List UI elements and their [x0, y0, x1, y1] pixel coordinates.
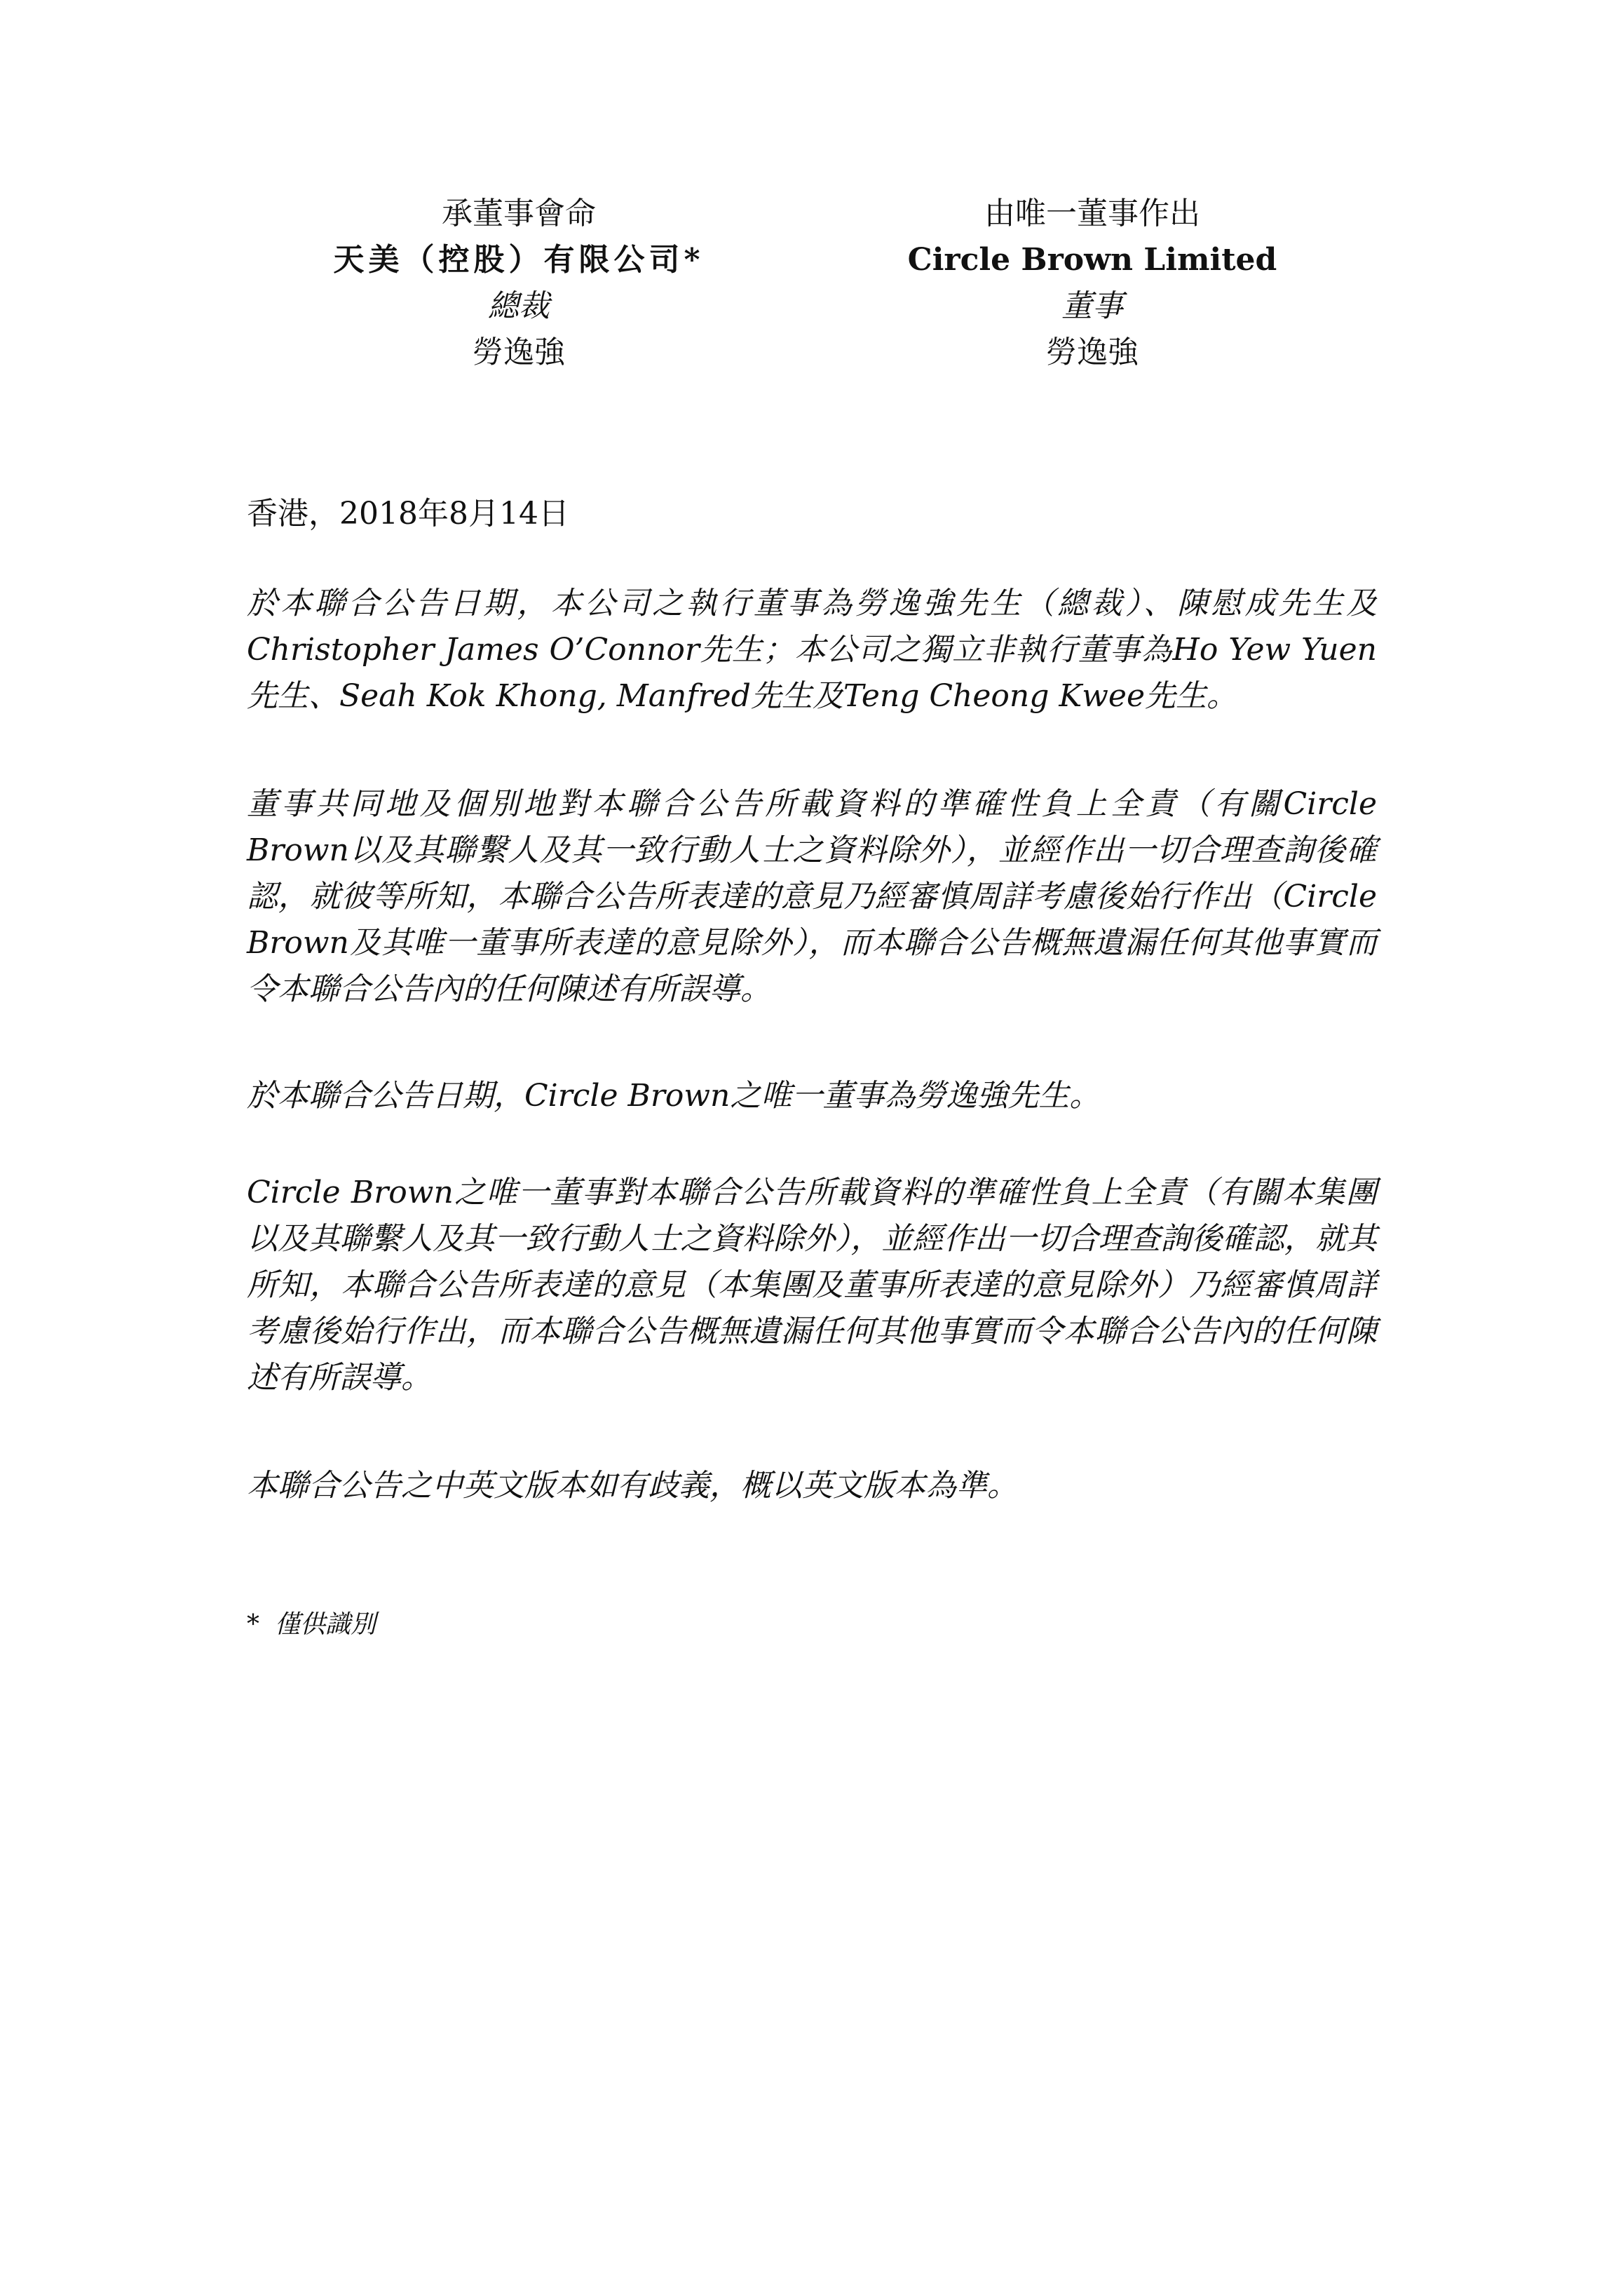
by-order-of-board: 承董事會命: [442, 196, 596, 231]
directors-responsibility-paragraph: 董事共同地及個別地對本聯合公告所載資料的準確性負上全責（有關Circle Brown以及其聯繫人及其一致行動人士之資料除外），並經作出一切合理查詢後確認，就彼等所知，本聯合公告所表達的意見乃經審慎周詳考慮後始行作出（Circle Brown及其唯一董事所表達的意見除外），而本聯合公告概無遺漏任何其他事實而令本聯合公告內的任何陳述有所誤導。: [247, 786, 1377, 1007]
footnote-mark: *: [247, 1610, 259, 1639]
footnote-text: 僅供識別: [275, 1610, 376, 1639]
by-sole-director: 由唯一董事作出: [984, 196, 1200, 231]
offeror-signatory-name: 勞逸強: [1046, 335, 1139, 370]
offeror-responsibility-paragraph: Circle Brown之唯一董事對本聯合公告所載資料的準確性負上全責（有關本集團以及其聯繫人及其一致行動人士之資料除外），並經作出一切合理查詢後確認，就其所知，本聯合公告所表達的意見（本集團及董事所表達的意見除外）乃經審慎周詳考慮後始行作出，而本聯合公告概無遺漏任何其他事實而令本聯合公告內的任何陳述有所誤導。: [247, 1175, 1377, 1396]
language-precedence-paragraph: 本聯合公告之中英文版本如有歧義，概以英文版本為準。: [247, 1468, 1018, 1504]
offeror-signature-block: [826, 191, 1359, 376]
place-and-date: 香港，2018年8月14日: [247, 496, 569, 532]
signatory-name: 勞逸強: [473, 335, 565, 370]
board-composition-paragraph: 於本聯合公告日期，本公司之執行董事為勞逸強先生（總裁）、陳慰成先生及Christopher James O’Connor先生；本公司之獨立非執行董事為Ho Yew Yuen先生、Seah Kok Khong, Manfred先生及Teng Cheong Kwee先生。: [247, 586, 1377, 714]
offeror-name: Circle Brown Limited: [907, 242, 1277, 278]
company-name: 天美（控股）有限公司*: [333, 242, 705, 278]
offeror-signatory-title: 董事: [1061, 288, 1123, 324]
company-signature-block: [252, 191, 785, 376]
signatory-title: 總裁: [488, 288, 550, 324]
identification-footnote: [247, 1606, 376, 1644]
offeror-director-paragraph: 於本聯合公告日期，Circle Brown之唯一董事為勞逸強先生。: [247, 1078, 1101, 1114]
